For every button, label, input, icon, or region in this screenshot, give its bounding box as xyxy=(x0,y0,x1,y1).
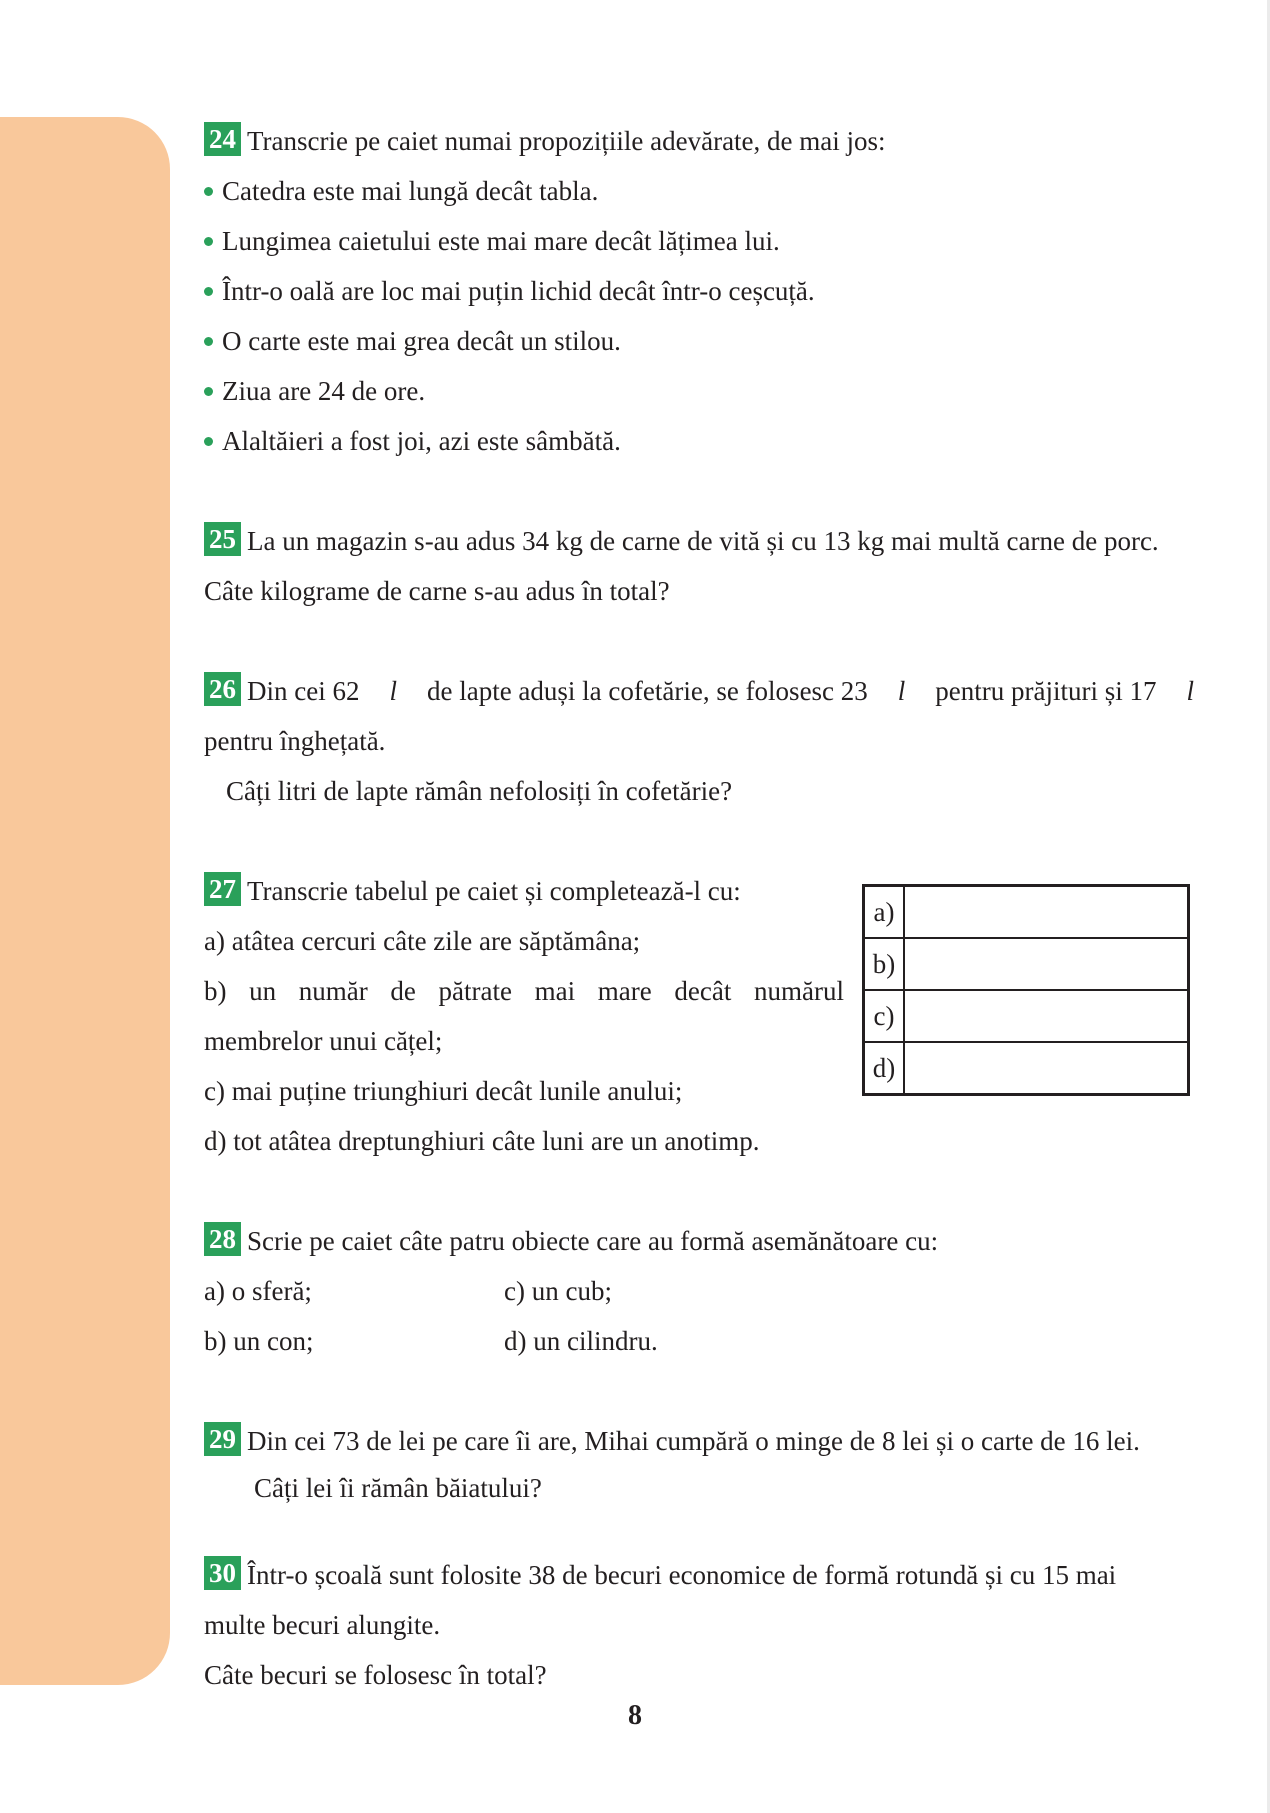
exercise-number-badge: 29 xyxy=(204,1422,241,1456)
answer-cell xyxy=(904,1042,1189,1095)
exercise-27-item-b: b) un număr de pătrate mai mare decât numărul xyxy=(204,976,844,1006)
exercise-27-item-b-cont: membrelor unui cățel; xyxy=(204,1026,443,1056)
list-item: Într-o oală are loc mai puțin lichid decât într-o ceșcuță. xyxy=(204,266,1194,316)
option-b: b) un con; xyxy=(204,1326,314,1356)
bullet-icon xyxy=(204,287,213,296)
row-label: c) xyxy=(864,990,905,1042)
exercise-30 xyxy=(204,1550,1194,1700)
list-item: Lungimea caietului este mai mare decât lățimea lui. xyxy=(204,216,1194,266)
exercise-28-row-1 xyxy=(204,1266,1194,1316)
bullet-icon xyxy=(204,387,213,396)
exercise-27-item-d: d) tot atâtea dreptunghiuri câte luni are un anotimp. xyxy=(204,1126,760,1156)
bullet-icon xyxy=(204,437,213,446)
exercise-28 xyxy=(204,1216,1194,1366)
liter-unit: l xyxy=(1186,676,1194,706)
exercise-29-question: Câți lei îi rămân băiatului? xyxy=(254,1473,542,1503)
answer-cell xyxy=(904,990,1189,1042)
page-content xyxy=(204,116,1194,1750)
exercise-28-intro: 28 Scrie pe caiet câte patru obiecte care au formă asemănătoare cu: xyxy=(204,1216,1194,1266)
exercise-27-text xyxy=(204,866,844,1166)
table-row xyxy=(864,886,1189,939)
table-row xyxy=(864,1042,1189,1095)
exercise-number-badge: 26 xyxy=(204,672,241,706)
exercise-26-line-2: pentru înghețată. xyxy=(204,726,386,756)
option-a: a) o sferă; xyxy=(204,1276,312,1306)
list-item: O carte este mai grea decât un stilou. xyxy=(204,316,1194,366)
exercise-27 xyxy=(204,866,1194,1166)
exercise-29 xyxy=(204,1416,1194,1510)
row-label: d) xyxy=(864,1042,905,1095)
exercise-30-line: 30 Într-o școală sunt folosite 38 de becuri economice de formă rotundă și cu 15 mai xyxy=(204,1550,1194,1600)
exercise-25-question: Câte kilograme de carne s-au adus în total? xyxy=(204,576,670,606)
row-label: b) xyxy=(864,938,905,990)
page-number: 8 xyxy=(628,1700,642,1731)
exercise-number-badge: 25 xyxy=(204,522,241,556)
exercise-30-line-2: multe becuri alungite. xyxy=(204,1610,441,1640)
exercise-24 xyxy=(204,116,1194,466)
exercise-28-row-2 xyxy=(204,1316,1194,1366)
option-d: d) un cilindru. xyxy=(504,1326,658,1356)
liter-unit: l xyxy=(389,676,397,706)
exercise-25 xyxy=(204,516,1194,616)
bullet-icon xyxy=(204,337,213,346)
exercise-27-item-c: c) mai puține triunghiuri decât lunile anului; xyxy=(204,1076,683,1106)
list-item: Alaltăieri a fost joi, azi este sâmbătă. xyxy=(204,416,1194,466)
exercise-27-item-a: a) atâtea cercuri câte zile are săptămâna; xyxy=(204,926,641,956)
bullet-icon xyxy=(204,237,213,246)
exercise-26-question: Câți litri de lapte rămân nefolosiți în cofetărie? xyxy=(226,776,733,806)
list-item: Ziua are 24 de ore. xyxy=(204,366,1194,416)
table-row xyxy=(864,990,1189,1042)
exercise-25-line: 25 La un magazin s-au adus 34 kg de carne de vită și cu 13 kg mai multă carne de porc. xyxy=(204,516,1194,566)
exercise-number-badge: 30 xyxy=(204,1556,241,1590)
exercise-29-line: 29 Din cei 73 de lei pe care îi are, Mihai cumpără o minge de 8 lei și o carte de 16 lei. xyxy=(204,1416,1194,1466)
exercise-number-badge: 28 xyxy=(204,1222,241,1256)
exercise-number-badge: 27 xyxy=(204,872,241,906)
exercise-26-line: 26 Din cei 62 l de lapte aduși la cofetărie, se folosesc 23 l pentru prăjituri și 17 l xyxy=(204,666,1194,716)
exercise-30-question: Câte becuri se folosesc în total? xyxy=(204,1660,547,1690)
answer-cell xyxy=(904,938,1189,990)
list-item: Catedra este mai lungă decât tabla. xyxy=(204,166,1194,216)
option-c: c) un cub; xyxy=(504,1276,612,1306)
exercise-24-header xyxy=(204,116,1194,166)
exercise-26 xyxy=(204,666,1194,816)
liter-unit: l xyxy=(897,676,906,706)
side-decoration-strip xyxy=(0,117,170,1685)
bullet-icon xyxy=(204,187,213,196)
answer-cell xyxy=(904,886,1189,939)
exercise-24-intro: Transcrie pe caiet numai propozițiile adevărate, de mai jos: xyxy=(247,126,886,156)
answer-table xyxy=(862,884,1190,1096)
row-label: a) xyxy=(864,886,905,939)
exercise-27-intro: 27 Transcrie tabelul pe caiet și completează-l cu: xyxy=(204,866,844,916)
table-row xyxy=(864,938,1189,990)
exercise-number-badge: 24 xyxy=(204,122,241,156)
